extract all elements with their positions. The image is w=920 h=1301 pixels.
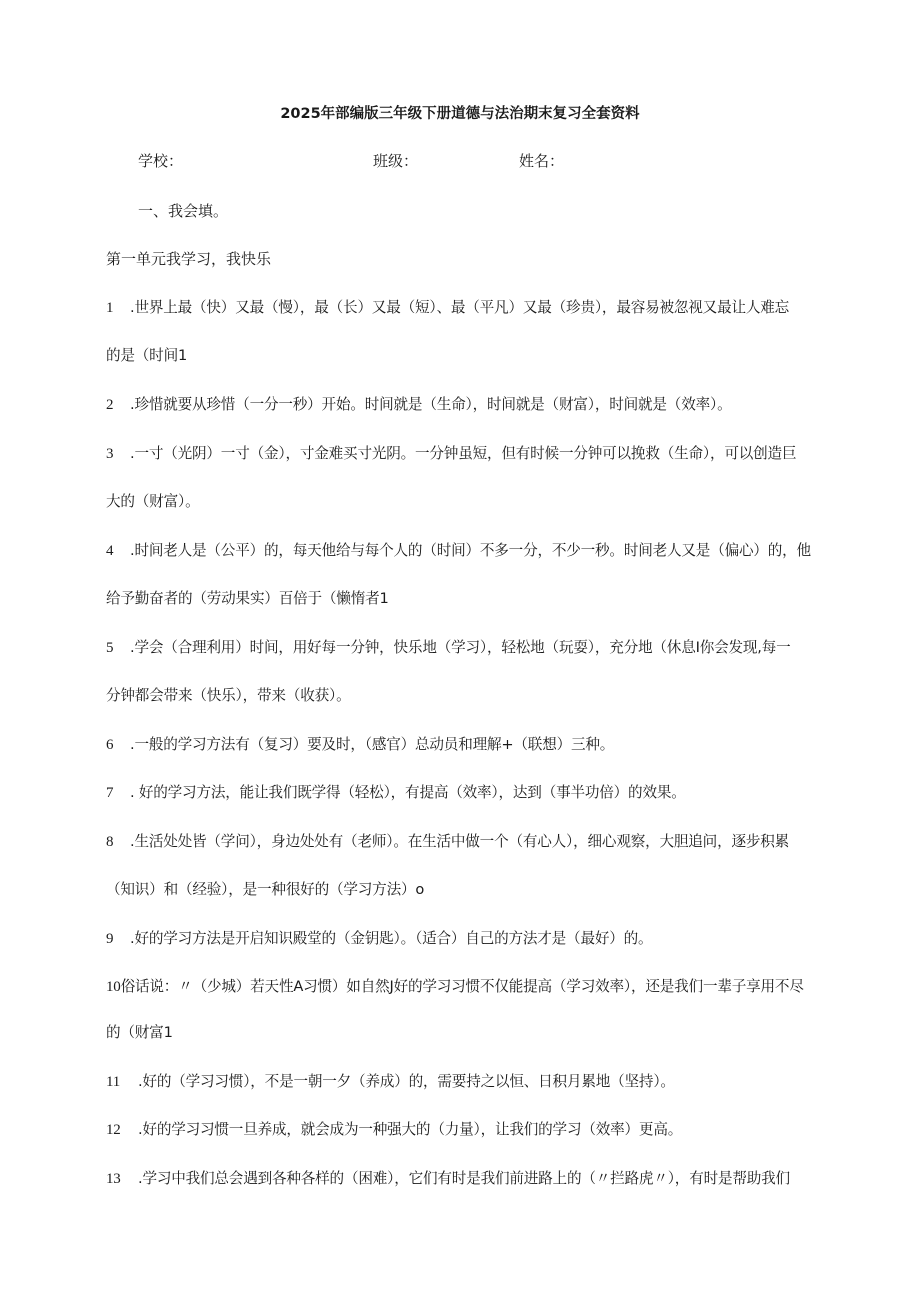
question-item-9 xyxy=(106,927,652,948)
question-item-10-continued xyxy=(106,1021,173,1042)
question-number: 2 xyxy=(106,397,114,413)
question-item-5-continued xyxy=(106,684,351,705)
question-text: .珍惜就要从珍惜（一分一秒）开始。时间就是（生命），时间就是（财富），时间就是（效率）。 xyxy=(130,396,732,413)
question-text: .好的学习方法是开启知识殿堂的（金钥匙）。（适合）自己的方法才是（最好）的。 xyxy=(130,930,653,947)
question-text-continued: 给予勤奋者的（劳动果实）百倍于（懒惰者1 xyxy=(106,590,389,607)
question-text-continued: 的是（时间1 xyxy=(106,347,188,364)
question-number: 3 xyxy=(106,446,114,462)
question-item-8-continued xyxy=(106,878,424,899)
question-number: 9 xyxy=(106,931,114,947)
question-item-5 xyxy=(106,636,791,657)
question-text: .一寸（光阴）一寸（金），寸金难买寸光阴。一分钟虽短，但有时候一分钟可以挽救（生命），可以创造巨 xyxy=(130,445,797,462)
question-text: .学会（合理利用）时间，用好每一分钟，快乐地（学习），轻松地（玩耍），充分地（休息I你会发现,每一 xyxy=(130,639,791,656)
question-item-3 xyxy=(106,442,796,463)
question-item-2 xyxy=(106,393,731,414)
question-text: .好的（学习习惯），不是一朝一夕（养成）的，需要持之以恒、日积月累地（坚持）。 xyxy=(138,1073,675,1090)
question-item-1 xyxy=(106,296,789,317)
name-label: 姓名： xyxy=(519,152,565,170)
question-number: 12 xyxy=(106,1122,121,1138)
question-item-10 xyxy=(106,975,804,996)
question-text-continued: 的（财富1 xyxy=(106,1024,173,1041)
question-number: 10 xyxy=(106,979,121,995)
section-heading: 一、我会填。 xyxy=(138,202,229,220)
question-number: 8 xyxy=(106,834,114,850)
question-item-4-continued xyxy=(106,587,389,608)
question-text-continued: 分钟都会带来（快乐），带来（收获）。 xyxy=(106,687,351,704)
question-text: .好的学习习惯一旦养成，就会成为一种强大的（力量），让我们的学习（效率）更高。 xyxy=(138,1121,683,1138)
question-text: . 好的学习方法，能让我们既学得（轻松），有提高（效率），达到（事半功倍）的效果。 xyxy=(130,784,686,801)
question-item-12 xyxy=(106,1118,682,1139)
question-item-7 xyxy=(106,781,686,802)
question-item-1-continued xyxy=(106,344,187,365)
question-number: 7 xyxy=(106,785,114,801)
question-text-continued: （知识）和（经验），是一种很好的（学习方法）o xyxy=(106,881,425,898)
document-title: 2025年部编版三年级下册道德与法治期末复习全套资料 xyxy=(280,106,640,122)
question-item-6 xyxy=(106,733,614,754)
question-text: .时间老人是（公平）的，每天他给与每个人的（时间）不多一分，不少一秒。时间老人又是（偏心）的，他 xyxy=(130,542,811,559)
question-item-8 xyxy=(106,830,789,851)
school-label: 学校： xyxy=(138,152,184,170)
question-item-13 xyxy=(106,1167,790,1188)
question-number: 11 xyxy=(106,1074,121,1090)
question-text: .一般的学习方法有（复习）要及时，（感官）总动员和理解+（联想）三种。 xyxy=(130,736,615,753)
question-number: 5 xyxy=(106,640,114,656)
unit-heading: 第一单元我学习，我快乐 xyxy=(106,250,272,268)
question-text-continued: 大的（财富）。 xyxy=(106,493,200,510)
question-item-4 xyxy=(106,539,811,560)
question-text: 俗话说：〃（少城）若天性A习惯）如自然J好的学习习惯不仅能提高（学习效率），还是我们一辈子享用不尽 xyxy=(120,978,804,995)
question-number: 1 xyxy=(106,300,114,316)
question-text: .学习中我们总会遇到各种各样的（困难），它们有时是我们前进路上的（〃拦路虎〃），有时是帮助我们 xyxy=(138,1170,790,1187)
question-text: .生活处处皆（学问），身边处处有（老师）。在生活中做一个（有心人），细心观察，大胆追问，逐步积累 xyxy=(130,833,790,850)
question-number: 13 xyxy=(106,1171,121,1187)
question-text: .世界上最（快）又最（慢），最（长）又最（短）、最（平凡）又最（珍贵），最容易被忽视又最让人难忘 xyxy=(130,299,790,316)
question-item-11 xyxy=(106,1070,675,1091)
class-label: 班级： xyxy=(373,152,419,170)
question-item-3-continued xyxy=(106,490,199,511)
question-number: 4 xyxy=(106,543,114,559)
question-number: 6 xyxy=(106,737,114,753)
